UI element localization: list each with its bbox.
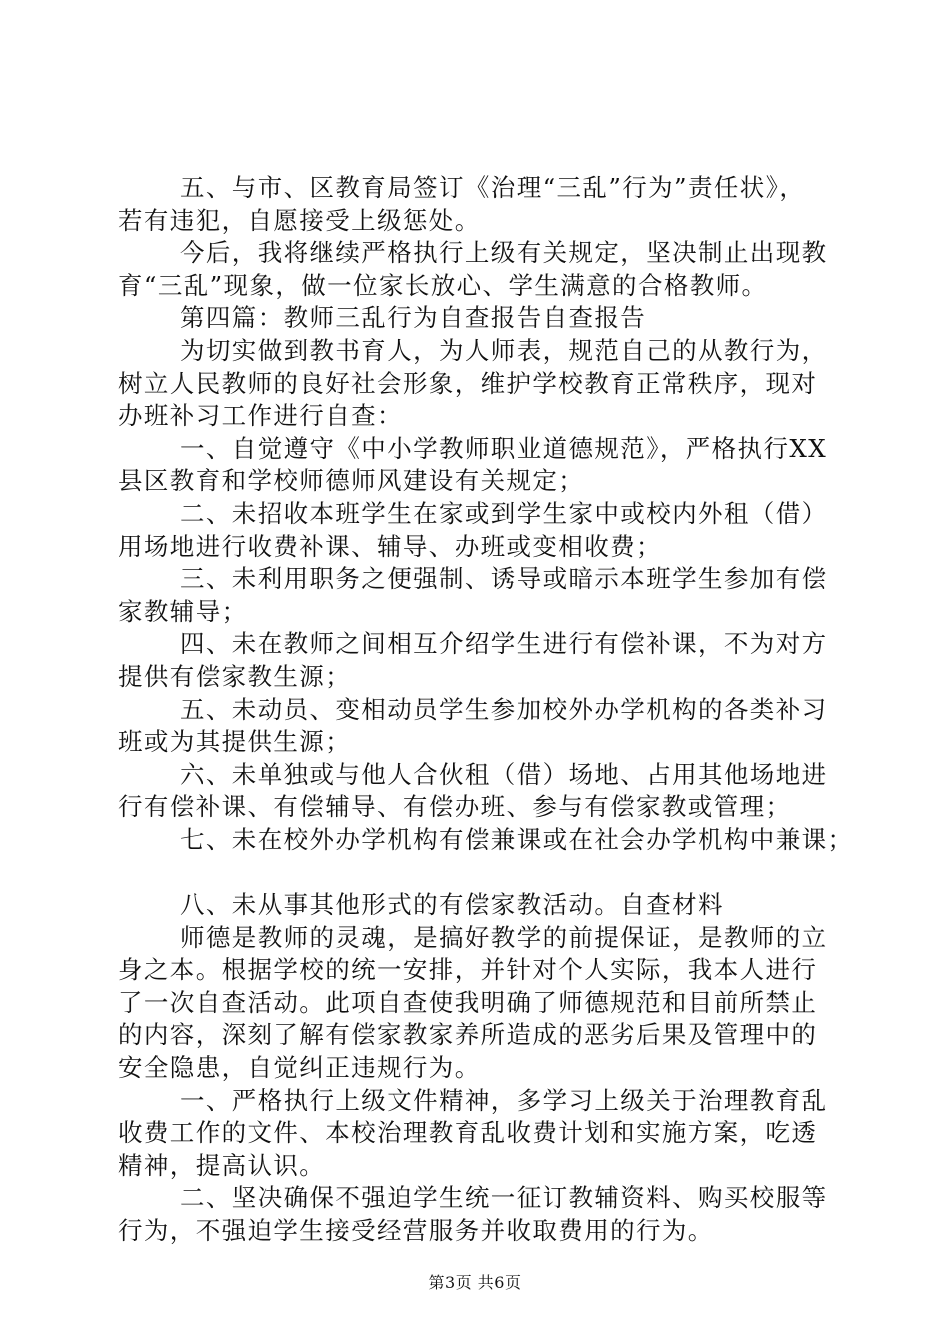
text-line: 行有偿补课、有偿辅导、有偿办班、参与有偿家教或管理； [118,792,792,822]
text-line: 安全隐患，自觉纠正违规行为。 [118,1053,481,1083]
text-line: 二、未招收本班学生在家或到学生家中或校内外租（借） [180,498,828,528]
text-line: 的内容，深刻了解有偿家教家养所造成的恶劣后果及管理中的 [118,1020,818,1050]
text-line: 班或为其提供生源； [118,727,352,757]
text-line: 五、未动员、变相动员学生参加校外办学机构的各类补习 [180,694,828,724]
text-line: 七、未在校外办学机构有偿兼课或在社会办学机构中兼课； [180,824,854,854]
text-line: 为切实做到教书育人，为人师表，规范自己的从教行为， [180,335,828,365]
blank-line [118,856,838,889]
text-line: 若有违犯，自愿接受上级惩处。 [118,205,481,235]
text-line: 一、严格执行上级文件精神，多学习上级关于治理教育乱 [180,1085,828,1115]
text-line: 八、未从事其他形式的有偿家教活动。自查材料 [180,890,724,920]
text-line: 办班补习工作进行自查： [118,401,403,431]
text-line: 家教辅导； [118,596,248,626]
document-body [118,172,854,1248]
text-line: 师德是教师的灵魂，是搞好教学的前提保证，是教师的立 [180,922,828,952]
text-line: 今后，我将继续严格执行上级有关规定，坚决制止出现教 [180,238,828,268]
text-line: 五、与市、区教育局签订《治理“三乱”行为”责任状》， [180,173,806,202]
text-line: 六、未单独或与他人合伙租（借）场地、占用其他场地进 [180,759,828,789]
text-line: 一、自觉遵守《中小学教师职业道德规范》，严格执行XX [180,433,828,463]
text-line: 四、未在教师之间相互介绍学生进行有偿补课，不为对方 [180,629,828,659]
text-line: 提供有偿家教生源； [118,661,352,691]
text-line: 了一次自查活动。此项自查使我明确了师德规范和目前所禁止 [118,987,818,1017]
page-footer: 第3页 共6页 [428,1273,522,1292]
text-line: 行为，不强迫学生接受经营服务并收取费用的行为。 [118,1216,714,1245]
text-line: 用场地进行收费补课、辅导、办班或变相收费； [118,531,662,561]
text-line: 精神，提高认识。 [118,1150,326,1180]
text-line: 县区教育和学校师德师风建设有关规定； [118,466,585,496]
text-line: 三、未利用职务之便强制、诱导或暗示本班学生参加有偿 [180,564,828,594]
text-line: 身之本。根据学校的统一安排，并针对个人实际，我本人进行 [118,955,818,985]
text-line: 育“三乱”现象，做一位家长放心、学生满意的合格教师。 [118,270,768,300]
text-line: 收费工作的文件、本校治理教育乱收费计划和实施方案，吃透 [118,1118,818,1148]
text-line: 二、坚决确保不强迫学生统一征订教辅资料、购买校服等 [180,1183,828,1213]
text-line: 树立人民教师的良好社会形象，维护学校教育正常秩序，现对 [118,368,818,398]
text-line: 第四篇：教师三乱行为自查报告自查报告 [180,303,647,333]
